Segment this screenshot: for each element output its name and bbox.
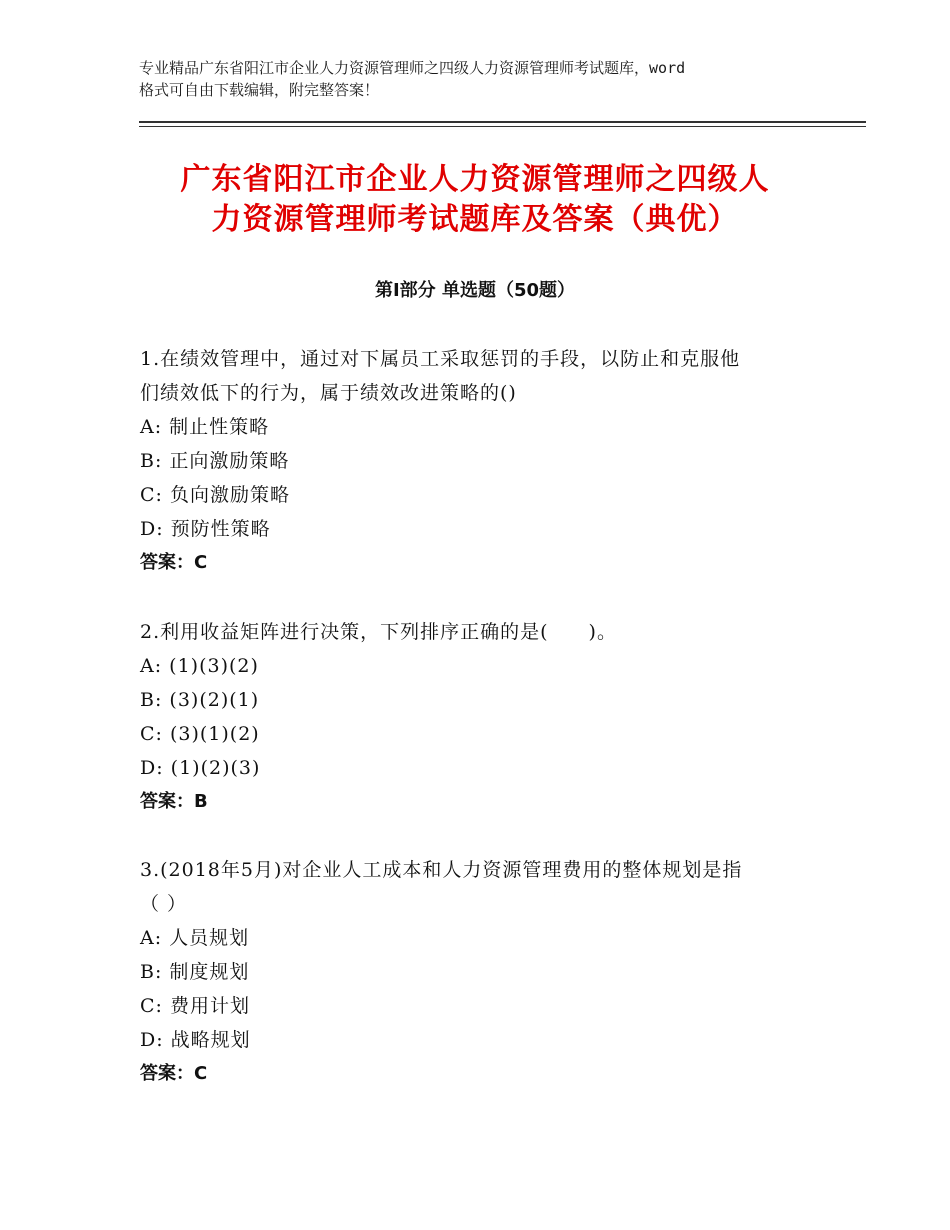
question-text-line: （ ） (140, 893, 188, 915)
option-b: B: (3)(2)(1) (140, 689, 260, 711)
answer-label: 答案：C (140, 1063, 208, 1084)
option-d: D: 预防性策略 (140, 518, 271, 540)
question-text-line: 们绩效低下的行为，属于绩效改进策略的() (140, 382, 517, 404)
header-note (139, 57, 819, 101)
question-text (140, 615, 820, 649)
option-a: A: 人员规划 (140, 927, 250, 949)
answer-label: 答案：B (140, 791, 208, 812)
option-c: C: 费用计划 (140, 995, 250, 1017)
question-text (140, 342, 820, 410)
option-d: D: 战略规划 (140, 1029, 251, 1051)
title-line-1: 广东省阳江市企业人力资源管理师之四级人 (180, 162, 770, 197)
document-title (120, 160, 830, 240)
header-note-line-1: 专业精品广东省阳江市企业人力资源管理师之四级人力资源管理师考试题库，word (139, 59, 686, 77)
question-3 (140, 853, 820, 1091)
title-line-2: 力资源管理师考试题库及答案（典优） (211, 202, 739, 237)
section-title: 第Ⅰ部分 单选题（50题） (374, 280, 575, 301)
answer-label: 答案：C (140, 552, 208, 573)
header-divider-thin (139, 126, 866, 127)
question-text-line: 3.(2018年5月)对企业人工成本和人力资源管理费用的整体规划是指 (140, 859, 743, 881)
question-text-line: 1.在绩效管理中，通过对下属员工采取惩罚的手段，以防止和克服他 (140, 348, 741, 370)
question-text-line: 2.利用收益矩阵进行决策，下列排序正确的是( )。 (140, 621, 617, 643)
option-a: A: (1)(3)(2) (140, 655, 259, 677)
option-b: B: 制度规划 (140, 961, 250, 983)
option-b: B: 正向激励策略 (140, 450, 290, 472)
option-a: A: 制止性策略 (140, 416, 270, 438)
question-1 (140, 342, 820, 580)
option-c: C: (3)(1)(2) (140, 723, 260, 745)
question-2 (140, 615, 820, 819)
header-note-line-2: 格式可自由下载编辑，附完整答案！ (139, 81, 380, 99)
option-d: D: (1)(2)(3) (140, 757, 261, 779)
header-divider-thick (139, 121, 866, 123)
option-c: C: 负向激励策略 (140, 484, 290, 506)
question-text (140, 853, 820, 921)
